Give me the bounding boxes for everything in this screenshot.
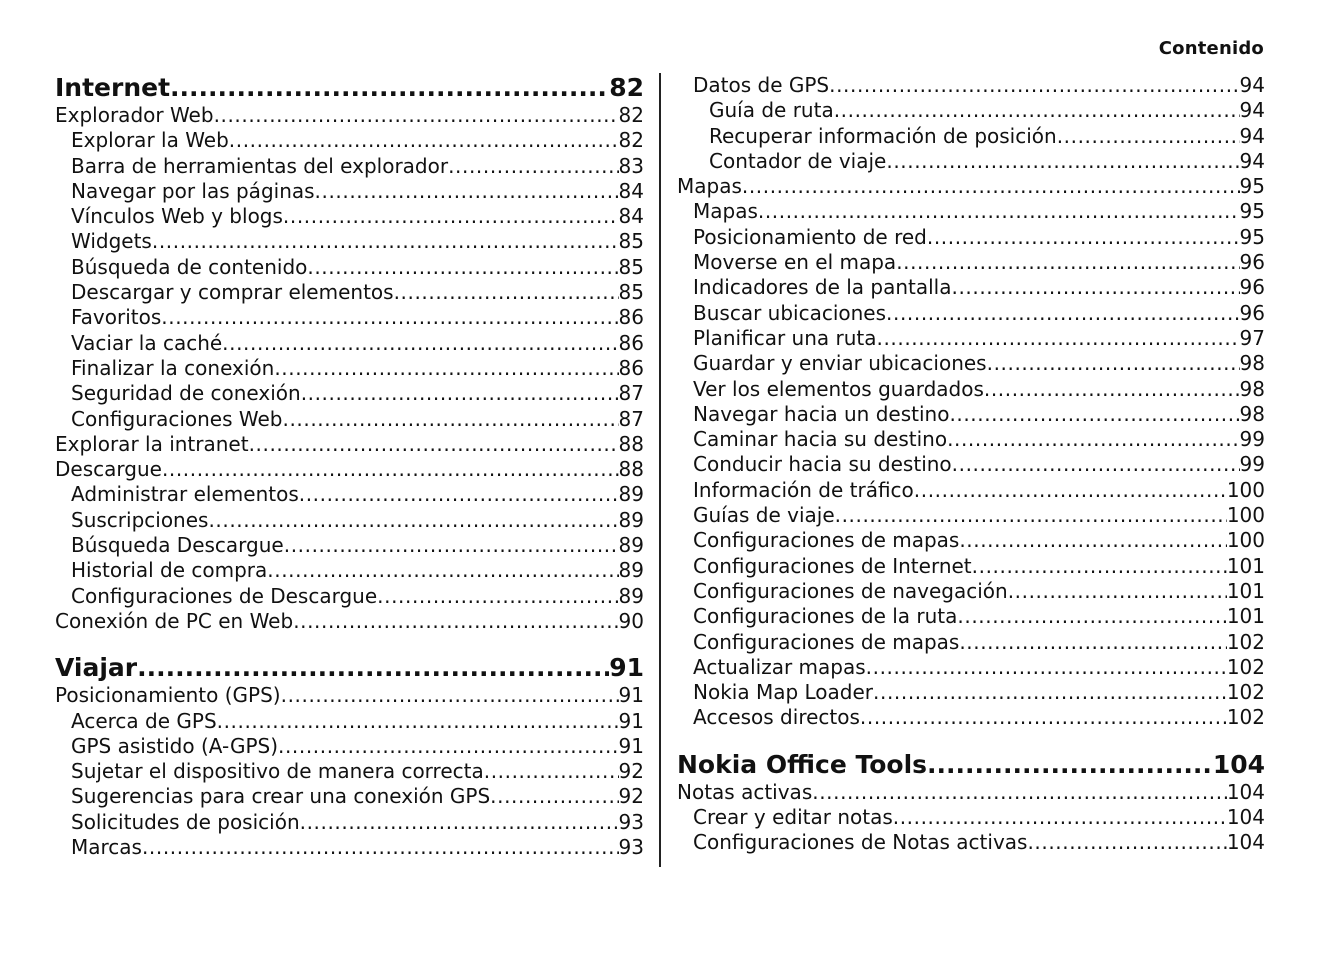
toc-entry[interactable]	[677, 680, 1265, 705]
toc-page-number: 94	[1239, 123, 1265, 148]
toc-entry[interactable]	[677, 655, 1265, 680]
toc-section-heading[interactable]	[55, 73, 644, 103]
dot-leader	[278, 734, 619, 759]
toc-entry[interactable]	[677, 452, 1265, 477]
dot-leader	[957, 604, 1226, 629]
toc-page-number: 104	[1226, 779, 1265, 804]
toc-entry-title: Mapas	[693, 199, 758, 224]
toc-entry[interactable]	[677, 579, 1265, 604]
dot-leader	[315, 179, 619, 204]
toc-entry[interactable]	[677, 250, 1265, 275]
toc-entry[interactable]	[677, 528, 1265, 553]
toc-entry-title: Indicadores de la pantalla	[693, 275, 952, 300]
toc-page-number: 100	[1226, 477, 1265, 502]
toc-entry-title: Administrar elementos	[71, 482, 299, 507]
toc-page-number: 89	[618, 583, 644, 608]
dot-leader	[949, 402, 1239, 427]
toc-page-number: 102	[1226, 680, 1265, 705]
toc-page-number: 83	[618, 153, 644, 178]
toc-entry[interactable]	[677, 805, 1265, 830]
column-divider	[659, 73, 661, 867]
toc-entry-title: Configuraciones Web	[71, 406, 283, 431]
dot-leader	[293, 609, 618, 634]
toc-page-number: 101	[1226, 553, 1265, 578]
toc-page-number: 85	[618, 229, 644, 254]
toc-entry[interactable]	[55, 482, 644, 507]
toc-entry-title: Ver los elementos guardados	[693, 376, 984, 401]
dot-leader	[927, 225, 1240, 250]
dot-leader	[281, 683, 619, 708]
toc-entry[interactable]	[677, 503, 1265, 528]
toc-page-number: 82	[609, 73, 644, 102]
toc-page-number: 92	[618, 759, 644, 784]
toc-entry[interactable]	[55, 584, 644, 609]
toc-page-number: 99	[1239, 452, 1265, 477]
toc-entry-title: Marcas	[71, 835, 142, 860]
dot-leader	[987, 351, 1240, 376]
toc-entry[interactable]	[677, 124, 1265, 149]
toc-page-number: 96	[1239, 275, 1265, 300]
toc-page-number: 104	[1226, 805, 1265, 830]
toc-entry[interactable]	[677, 630, 1265, 655]
dot-leader	[377, 584, 618, 609]
toc-entry-title: Buscar ubicaciones	[693, 300, 887, 325]
toc-page-number: 98	[1239, 376, 1265, 401]
toc-entry[interactable]	[55, 280, 644, 305]
toc-page-number: 94	[1239, 148, 1265, 173]
toc-entry[interactable]	[677, 377, 1265, 402]
dot-leader	[877, 326, 1240, 351]
toc-entry-title: Seguridad de conexión	[71, 381, 301, 406]
toc-entry[interactable]	[677, 780, 1265, 805]
toc-entry-title: Vínculos Web y blogs	[71, 204, 283, 229]
dot-leader	[283, 204, 619, 229]
dot-leader	[886, 149, 1239, 174]
toc-entry-title: Guías de viaje	[693, 503, 835, 528]
toc-page-number: 82	[618, 128, 644, 153]
dot-leader	[222, 331, 618, 356]
dot-leader	[860, 705, 1227, 730]
toc-entry-title: Configuraciones de mapas	[693, 629, 960, 654]
toc-page-number: 84	[618, 204, 644, 229]
toc-entry[interactable]	[677, 705, 1265, 730]
dot-leader	[927, 750, 1213, 780]
toc-entry-title: Posicionamiento (GPS)	[55, 683, 281, 708]
dot-leader	[972, 554, 1227, 579]
toc-entry-title: Solicitudes de posición	[71, 809, 300, 834]
dot-leader	[229, 128, 619, 153]
toc-entry[interactable]	[55, 683, 644, 708]
toc-entry-title: Explorar la intranet	[55, 431, 249, 456]
toc-entry[interactable]	[55, 103, 644, 128]
dot-leader	[914, 478, 1227, 503]
toc-page-number: 94	[1239, 73, 1265, 97]
toc-page-number: 102	[1226, 629, 1265, 654]
toc-page-number: 95	[1239, 174, 1265, 199]
dot-leader	[834, 98, 1240, 123]
toc-entry-title: Navegar hacia un destino	[693, 401, 950, 426]
toc-page-number: 102	[1226, 705, 1265, 730]
toc-page-number: 91	[618, 733, 644, 758]
toc-entry-title: Configuraciones de mapas	[693, 528, 960, 553]
dot-leader	[947, 427, 1239, 452]
toc-page-number: 92	[618, 784, 644, 809]
dot-leader	[208, 508, 618, 533]
toc-entry-title: Suscripciones	[71, 507, 209, 532]
toc-entry[interactable]	[55, 128, 644, 153]
toc-entry[interactable]	[677, 427, 1265, 452]
toc-page-number: 87	[618, 406, 644, 431]
toc-entry-title: Explorar la Web	[71, 128, 229, 153]
toc-entry-title: Búsqueda de contenido	[71, 254, 308, 279]
toc-section-heading[interactable]	[677, 750, 1265, 780]
toc-entry[interactable]	[677, 402, 1265, 427]
toc-entry[interactable]	[677, 301, 1265, 326]
dot-leader	[984, 377, 1240, 402]
toc-page-number: 89	[618, 533, 644, 558]
toc-page-number: 104	[1212, 749, 1265, 779]
toc-entry-title: Widgets	[71, 229, 152, 254]
toc-entry[interactable]	[55, 784, 644, 809]
toc-page-number: 98	[1239, 401, 1265, 426]
toc-page-number: 86	[618, 355, 644, 380]
toc-page-number: 89	[618, 482, 644, 507]
toc-page-number: 96	[1239, 250, 1265, 275]
toc-page-number: 84	[618, 178, 644, 203]
toc-entry[interactable]	[677, 830, 1265, 855]
toc-entry[interactable]	[55, 558, 644, 583]
toc-entry-title: Descargue	[55, 457, 162, 482]
toc-entry[interactable]	[55, 810, 644, 835]
toc-entry-title: Sugerencias para crear una conexión GPS	[71, 784, 491, 809]
dot-leader	[301, 381, 619, 406]
toc-entry[interactable]	[55, 331, 644, 356]
toc-page-number: 85	[618, 254, 644, 279]
dot-leader	[1057, 124, 1240, 149]
toc-entry-title: Favoritos	[71, 305, 162, 330]
toc-entry-title: Historial de compra	[71, 558, 268, 583]
toc-entry-title: Acerca de GPS	[71, 708, 217, 733]
toc-page-number: 104	[1226, 830, 1265, 855]
toc-entry[interactable]	[677, 174, 1265, 199]
dot-leader	[267, 558, 618, 583]
dot-leader	[161, 305, 618, 330]
toc-entry-title: Conducir hacia su destino	[693, 452, 952, 477]
toc-page-number: 97	[1239, 325, 1265, 350]
dot-leader	[1008, 579, 1227, 604]
toc-entry[interactable]	[677, 604, 1265, 629]
toc-entry[interactable]	[677, 275, 1265, 300]
dot-leader	[299, 482, 619, 507]
dot-leader	[214, 103, 619, 128]
dot-leader	[896, 250, 1239, 275]
toc-page-number: 95	[1239, 199, 1265, 224]
toc-entry[interactable]	[55, 734, 644, 759]
toc-entry[interactable]	[55, 356, 644, 381]
dot-leader	[873, 680, 1227, 705]
dot-leader	[886, 301, 1240, 326]
toc-entry-title: Configuraciones de Descargue	[71, 583, 378, 608]
toc-entry[interactable]	[55, 709, 644, 734]
dot-leader	[829, 73, 1239, 98]
toc-entry[interactable]	[55, 179, 644, 204]
toc-page-number: 93	[618, 835, 644, 860]
toc-page-number: 100	[1226, 528, 1265, 553]
toc-page-number: 87	[618, 381, 644, 406]
toc-entry-title: Planificar una ruta	[693, 325, 877, 350]
toc-entry[interactable]	[677, 73, 1265, 98]
toc-page-number: 82	[618, 103, 644, 127]
toc-entry[interactable]	[677, 478, 1265, 503]
dot-leader	[1027, 830, 1226, 855]
toc-entry-title: GPS asistido (A-GPS)	[71, 733, 279, 758]
toc-page-number: 93	[618, 809, 644, 834]
toc-entry[interactable]	[55, 533, 644, 558]
toc-page-number: 101	[1226, 604, 1265, 629]
toc-entry-title: Sujetar el dispositivo de manera correcta	[71, 759, 484, 784]
toc-entry-title: Datos de GPS	[693, 73, 830, 97]
toc-page-number: 88	[618, 457, 644, 482]
toc-entry[interactable]	[677, 326, 1265, 351]
toc-page-number: 88	[618, 431, 644, 456]
toc-entry-title: Navegar por las páginas	[71, 178, 315, 203]
toc-entry-title: Configuraciones de navegación	[693, 578, 1008, 603]
dot-leader	[448, 154, 618, 179]
dot-leader	[394, 280, 619, 305]
toc-entry[interactable]	[55, 407, 644, 432]
toc-entry[interactable]	[677, 199, 1265, 224]
toc-entry-title: Barra de herramientas del explorador	[71, 153, 449, 178]
toc-entry[interactable]	[55, 835, 644, 860]
toc-entry-title: Viajar	[55, 653, 138, 683]
dot-leader	[952, 275, 1240, 300]
dot-leader	[484, 759, 619, 784]
toc-entry-title: Accesos directos	[693, 705, 860, 730]
toc-entry-title: Recuperar información de posición	[709, 123, 1057, 148]
page-header-title: Contenido	[1158, 38, 1264, 59]
toc-page-number: 89	[618, 558, 644, 583]
toc-entry-title: Guía de ruta	[709, 98, 834, 123]
toc-page-number: 102	[1226, 654, 1265, 679]
dot-leader	[162, 457, 619, 482]
dot-leader	[300, 810, 619, 835]
toc-page-number: 100	[1226, 503, 1265, 528]
toc-entry[interactable]	[55, 609, 644, 634]
toc-entry[interactable]	[55, 154, 644, 179]
toc-section-heading[interactable]	[55, 653, 644, 683]
toc-entry-title: Nokia Map Loader	[693, 680, 874, 705]
toc-page-number: 85	[618, 280, 644, 305]
toc-page-number: 91	[618, 708, 644, 733]
toc-entry[interactable]	[677, 225, 1265, 250]
toc-page-number: 86	[618, 305, 644, 330]
toc-entry[interactable]	[55, 255, 644, 280]
toc-entry-title: Crear y editar notas	[693, 805, 893, 830]
dot-leader	[142, 835, 619, 860]
dot-leader	[284, 533, 619, 558]
toc-entry-title: Internet	[55, 73, 171, 102]
toc-entry-title: Descargar y comprar elementos	[71, 280, 394, 305]
toc-entry[interactable]	[55, 305, 644, 330]
toc-page-number: 95	[1239, 224, 1265, 249]
dot-leader	[758, 199, 1240, 224]
toc-entry-title: Información de tráfico	[693, 477, 914, 502]
toc-entry[interactable]	[677, 554, 1265, 579]
toc-page-number: 101	[1226, 578, 1265, 603]
toc-page-number: 89	[618, 507, 644, 532]
toc-entry-title: Guardar y enviar ubicaciones	[693, 351, 987, 376]
dot-leader	[137, 653, 609, 683]
section-gap	[55, 634, 644, 653]
toc-entry-title: Moverse en el mapa	[693, 250, 897, 275]
toc-entry[interactable]	[677, 149, 1265, 174]
toc-entry-title: Nokia Office Tools	[677, 749, 928, 779]
toc-entry-title: Configuraciones de la ruta	[693, 604, 958, 629]
toc-entry-title: Explorador Web	[55, 103, 214, 127]
dot-leader	[742, 174, 1240, 199]
toc-entry-title: Posicionamiento de red	[693, 224, 927, 249]
dot-leader	[835, 503, 1227, 528]
toc-entry-title: Notas activas	[677, 779, 813, 804]
toc-page-number: 86	[618, 330, 644, 355]
toc-entry[interactable]	[55, 508, 644, 533]
dot-leader	[866, 655, 1227, 680]
toc-right-column	[677, 73, 1265, 856]
toc-entry[interactable]	[55, 204, 644, 229]
toc-entry-title: Caminar hacia su destino	[693, 427, 948, 452]
toc-page-number: 91	[618, 683, 644, 708]
toc-entry[interactable]	[55, 457, 644, 482]
dot-leader	[959, 630, 1226, 655]
toc-entry-title: Búsqueda Descargue	[71, 533, 284, 558]
toc-entry[interactable]	[677, 98, 1265, 123]
toc-entry-title: Contador de viaje	[709, 148, 887, 173]
toc-entry-title: Finalizar la conexión	[71, 355, 275, 380]
toc-entry-title: Vaciar la caché	[71, 330, 223, 355]
dot-leader	[959, 528, 1226, 553]
toc-entry-title: Configuraciones de Notas activas	[693, 830, 1028, 855]
dot-leader	[274, 356, 618, 381]
dot-leader	[152, 229, 619, 254]
dot-leader	[170, 73, 609, 103]
toc-page-number: 96	[1239, 300, 1265, 325]
toc-page-number: 94	[1239, 98, 1265, 123]
toc-page-number: 90	[618, 608, 644, 633]
toc-page-number: 91	[609, 653, 644, 683]
section-gap	[677, 731, 1265, 750]
toc-entry-title: Configuraciones de Internet	[693, 553, 972, 578]
dot-leader	[952, 452, 1240, 477]
toc-entry[interactable]	[55, 432, 644, 457]
toc-entry[interactable]	[677, 351, 1265, 376]
toc-entry[interactable]	[55, 381, 644, 406]
dot-leader	[249, 432, 619, 457]
dot-leader	[307, 255, 618, 280]
toc-entry[interactable]	[55, 759, 644, 784]
toc-entry-title: Actualizar mapas	[693, 654, 866, 679]
dot-leader	[490, 784, 618, 809]
toc-page-number: 99	[1239, 427, 1265, 452]
toc-page-number: 98	[1239, 351, 1265, 376]
dot-leader	[893, 805, 1227, 830]
dot-leader	[282, 407, 618, 432]
dot-leader	[217, 709, 619, 734]
toc-entry-title: Conexión de PC en Web	[55, 608, 294, 633]
dot-leader	[812, 780, 1227, 805]
toc-left-column	[55, 73, 644, 860]
toc-entry[interactable]	[55, 229, 644, 254]
toc-entry-title: Mapas	[677, 174, 742, 199]
